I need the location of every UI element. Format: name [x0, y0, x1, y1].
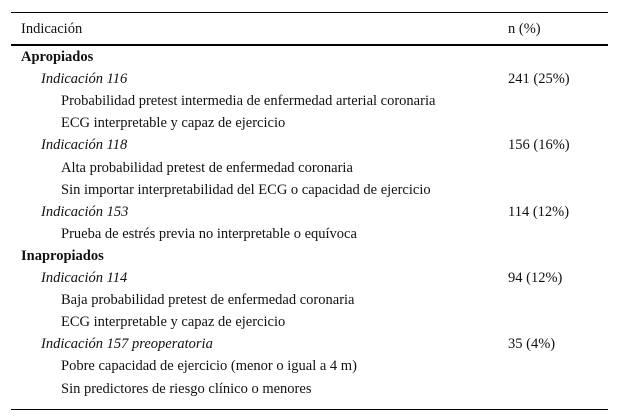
- indication-row-label: Indicación 157 preoperatoria: [41, 336, 213, 353]
- indication-row: [11, 267, 608, 289]
- detail-row: [11, 90, 608, 112]
- detail-row: [11, 112, 608, 134]
- detail-row: [11, 378, 608, 400]
- indication-row-label: Indicación 116: [41, 71, 128, 88]
- detail-row-label: Prueba de estrés previa no interpretable o equívoca: [61, 225, 357, 242]
- detail-row-label: Probabilidad pretest intermedia de enfermedad arterial coronaria: [61, 93, 436, 110]
- detail-row-label: Baja probabilidad pretest de enfermedad coronaria: [61, 292, 355, 309]
- indication-row-value: 241 (25%): [508, 71, 570, 88]
- indication-row-label: Indicación 118: [41, 137, 128, 154]
- detail-row: [11, 289, 608, 311]
- indications-table: [11, 12, 608, 410]
- indication-row-value: 94 (12%): [508, 270, 563, 286]
- detail-row-label: Sin importar interpretabilidad del ECG o capacidad de ejercicio: [61, 181, 431, 198]
- detail-row: [11, 179, 608, 201]
- indication-row-value: 35 (4%): [508, 336, 556, 353]
- indication-row: [11, 201, 608, 223]
- indication-row: [11, 134, 608, 156]
- header-n-percent: n (%): [508, 21, 541, 37]
- detail-row: [11, 157, 608, 179]
- group-heading: [11, 46, 608, 68]
- detail-row-label: ECG interpretable y capaz de ejercicio: [61, 115, 286, 132]
- detail-row-label: Sin predictores de riesgo clínico o menores: [61, 380, 312, 397]
- header-indication: Indicación: [21, 21, 83, 37]
- group-heading: [11, 245, 608, 267]
- detail-row-label: Pobre capacidad de ejercicio (menor o igual a 4 m): [61, 358, 357, 375]
- detail-row: [11, 355, 608, 377]
- table-header: [11, 13, 608, 46]
- indication-row: [11, 333, 608, 355]
- indication-row-value: 156 (16%): [508, 137, 570, 154]
- indication-row-value: 114 (12%): [508, 203, 570, 220]
- group-heading-label: Apropiados: [21, 49, 94, 65]
- group-heading-label: Inapropiados: [21, 247, 104, 264]
- detail-row-label: ECG interpretable y capaz de ejercicio: [61, 314, 286, 331]
- indication-row-label: Indicación 153: [41, 203, 129, 220]
- detail-row: [11, 311, 608, 333]
- detail-row-label: Alta probabilidad pretest de enfermedad coronaria: [61, 159, 353, 176]
- indication-row-label: Indicación 114: [41, 270, 128, 286]
- indication-row: [11, 68, 608, 90]
- detail-row: [11, 223, 608, 245]
